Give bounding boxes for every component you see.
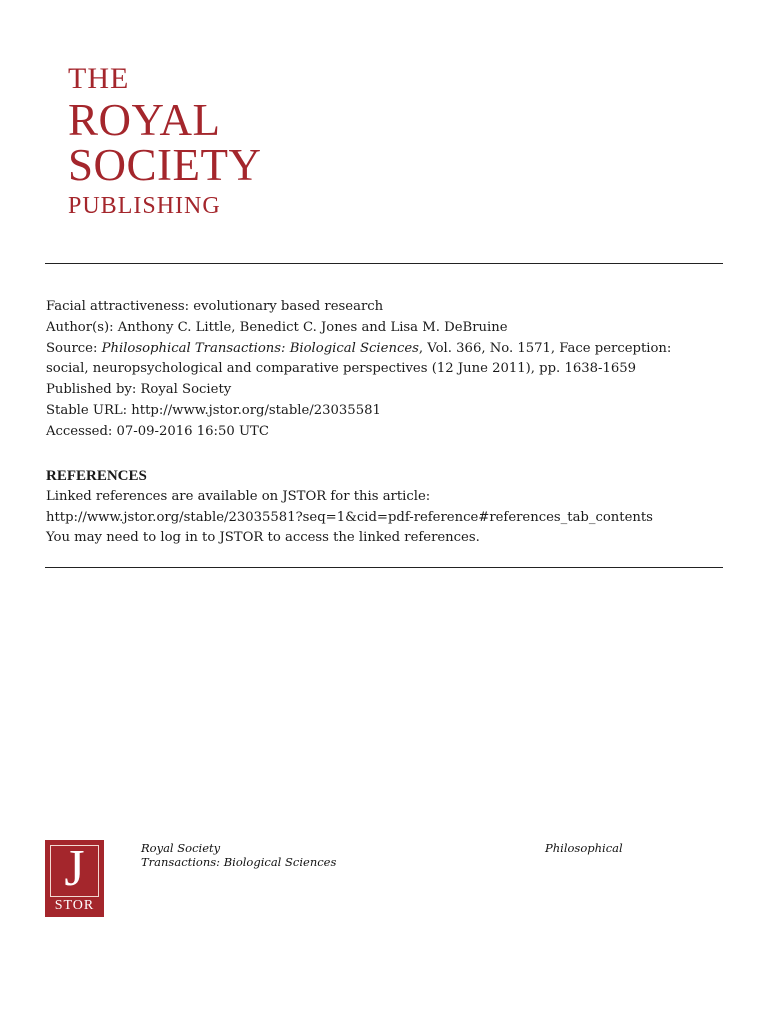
footer-right: Philosophical xyxy=(545,841,623,855)
article-authors: Author(s): Anthony C. Little, Benedict C. Jones and Lisa M. DeBruine xyxy=(46,319,508,335)
logo-line-society: SOCIETY xyxy=(68,140,262,190)
top-divider xyxy=(45,263,723,264)
article-title: Facial attractiveness: evolutionary based research xyxy=(46,299,384,314)
logo-line-the: THE xyxy=(68,62,130,95)
references-login-note: You may need to log in to JSTOR to access the linked references. xyxy=(46,530,480,546)
footer-left-line2: Transactions: Biological Sciences xyxy=(141,855,337,869)
source-journal: Philosophical Transactions: Biological Sciences xyxy=(101,340,419,356)
bottom-divider xyxy=(45,567,723,568)
article-source-line2: social, neuropsychological and comparative perspectives (12 June 2011), pp. 1638-1659 xyxy=(46,361,637,377)
royal-society-publishing-logo xyxy=(68,64,262,218)
jstor-logo-letter: J xyxy=(64,840,85,897)
logo-line-publishing: PUBLISHING xyxy=(68,193,221,219)
logo-line-royal: ROYAL xyxy=(68,95,221,145)
references-heading: REFERENCES xyxy=(46,468,147,484)
article-metadata xyxy=(46,297,736,443)
references-section xyxy=(46,466,746,549)
article-accessed: Accessed: 07-09-2016 16:50 UTC xyxy=(46,423,269,439)
footer-left-line1: Royal Society xyxy=(141,841,221,855)
references-note: Linked references are available on JSTOR for this article: xyxy=(46,488,431,504)
article-source: Source: Philosophical Transactions: Biological Sciences, Vol. 366, No. 1571, Face perception: xyxy=(46,340,672,356)
article-stable-url[interactable]: Stable URL: http://www.jstor.org/stable/23035581 xyxy=(46,402,381,418)
jstor-logo-word: STOR xyxy=(54,898,95,913)
footer-left xyxy=(141,841,336,869)
article-publisher: Published by: Royal Society xyxy=(46,382,232,398)
references-link[interactable]: http://www.jstor.org/stable/23035581?seq=1&cid=pdf-reference#references_tab_contents xyxy=(46,509,653,525)
jstor-logo xyxy=(45,840,104,917)
